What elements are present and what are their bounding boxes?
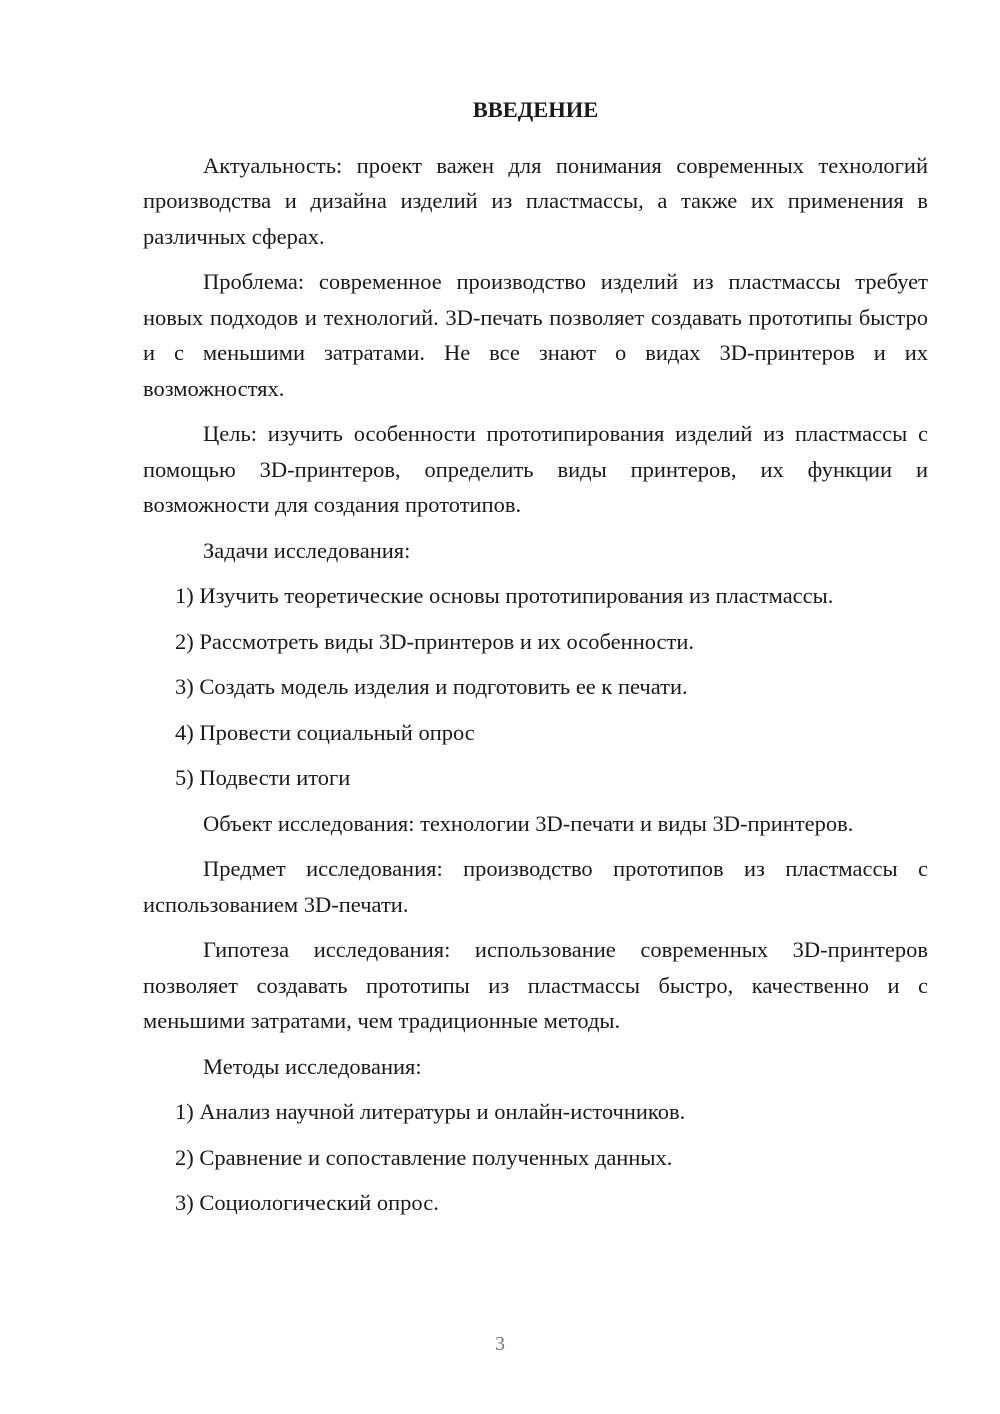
method-item: 2) Сравнение и сопоставление полученных данных. [175,1144,673,1170]
task-item: 3) Создать модель изделия и подготовить ее к печати. [175,674,688,699]
goal-paragraph: Цель: изучить особенности прототипирования изделий из пластмассы с помощью 3D-принтеров, определить виды принтеров, их функции и возможности для создания прототипов. [143,421,928,517]
hypothesis-paragraph: Гипотеза исследования: использование современных 3D-принтеров позволяет создавать прототипы из пластмассы быстро, качественно и с меньшими затратами, чем традиционные методы. [143,937,928,1033]
page-title: ВВЕДЕНИЕ [472,97,599,122]
relevance-paragraph: Актуальность: проект важен для понимания современных технологий производства и дизайна изделий из пластмассы, а также их применения в различных сферах. [143,152,928,249]
task-item: 2) Рассмотреть виды 3D-принтеров и их особенности. [175,628,695,654]
task-item: 5) Подвести итоги [175,765,351,790]
page-number: 3 [495,1333,505,1355]
tasks-heading: Задачи исследования: [203,537,411,563]
problem-paragraph: Проблема: современное производство изделий из пластмассы требует новых подходов и технологий. 3D-печать позволяет создавать прототипы быстро и с меньшими затратами. Не все знают о видах 3D-принтеров и их возможностях. [143,269,928,401]
task-item: 1) Изучить теоретические основы прототипирования из пластмассы. [175,583,834,608]
method-item: 1) Анализ научной литературы и онлайн-источников. [175,1099,686,1124]
document-body [143,92,928,1231]
methods-heading: Методы исследования: [203,1053,422,1079]
task-item: 4) Провести социальный опрос [175,719,475,745]
object-paragraph: Объект исследования: технологии 3D-печати и виды 3D-принтеров. [203,810,854,836]
method-item: 3) Социологический опрос. [175,1190,439,1215]
subject-paragraph: Предмет исследования: производство прототипов из пластмассы с использованием 3D-печати. [143,856,928,917]
